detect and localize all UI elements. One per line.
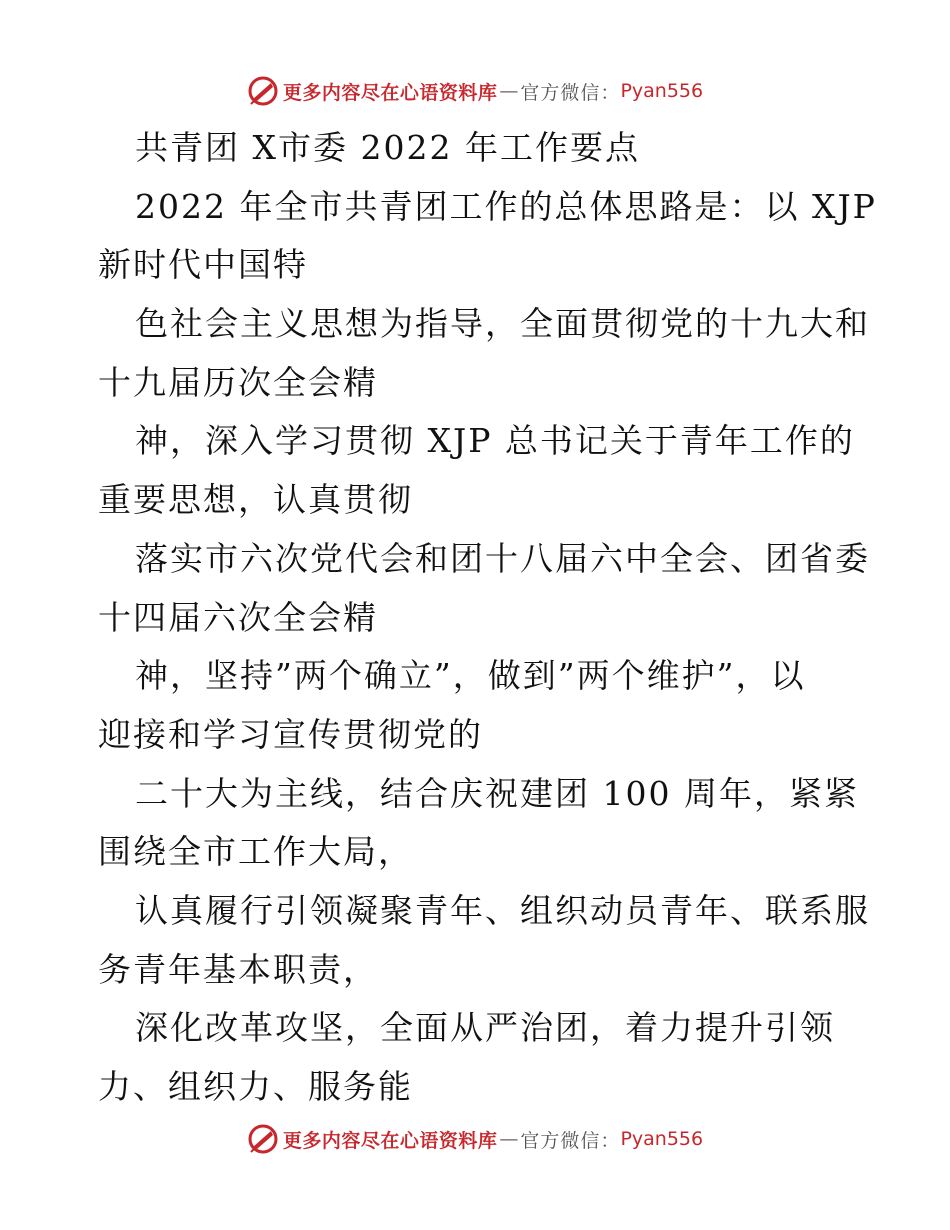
paragraph-line: 神，深入学习贯彻 XJP 总书记关于青年工作的: [135, 421, 855, 461]
watermark-banner-bottom: [0, 1119, 950, 1159]
watermark-text: 更多内容尽在心语资料库: [282, 81, 498, 104]
paragraph-line: 深化改革攻坚，全面从严治团，着力提升引领: [135, 1008, 835, 1048]
paragraph-line: 迎接和学习宣传贯彻党的: [98, 714, 483, 754]
paragraph-line: 落实市六次党代会和团十八届六中全会、团省委: [135, 538, 870, 578]
document-body: [98, 119, 877, 1117]
paragraph-line: 认真履行引领凝聚青年、组织动员青年、联系服: [135, 890, 870, 930]
quill-logo-icon: [247, 75, 279, 107]
watermark-wechat-id: Pyan556: [620, 80, 704, 102]
paragraph-line: 新时代中国特: [98, 245, 308, 285]
watermark-dash: —: [499, 80, 519, 102]
quill-logo-icon: [247, 1123, 279, 1155]
paragraph-line: 重要思想，认真贯彻: [98, 480, 413, 520]
paragraph-line: 力、组织力、服务能: [98, 1067, 413, 1106]
paragraph-line: 色社会主义思想为指导，全面贯彻党的十九大和: [135, 304, 870, 344]
document-title: 共青团 X市委 2022 年工作要点: [135, 128, 640, 167]
watermark-dash: —: [499, 1128, 519, 1150]
watermark-official-label: 官方微信：: [520, 1129, 621, 1152]
paragraph-line: 务青年基本职责，: [98, 949, 378, 989]
watermark-banner-top: [0, 71, 950, 111]
paragraph-line: 2022 年全市共青团工作的总体思路是：以 XJP: [135, 186, 877, 226]
watermark-wechat-id: Pyan556: [620, 1128, 704, 1150]
watermark-official-label: 官方微信：: [520, 81, 621, 104]
watermark-text: 更多内容尽在心语资料库: [282, 1129, 498, 1152]
paragraph-line: 神，坚持”两个确立”，做到”两个维护”，以: [135, 656, 806, 696]
paragraph-line: 十四届六次全会精: [98, 597, 378, 637]
paragraph-line: 十九届历次全会精: [98, 362, 378, 402]
paragraph-line: 围绕全市工作大局，: [98, 832, 413, 872]
paragraph-line: 二十大为主线，结合庆祝建团 100 周年，紧紧: [135, 773, 859, 813]
